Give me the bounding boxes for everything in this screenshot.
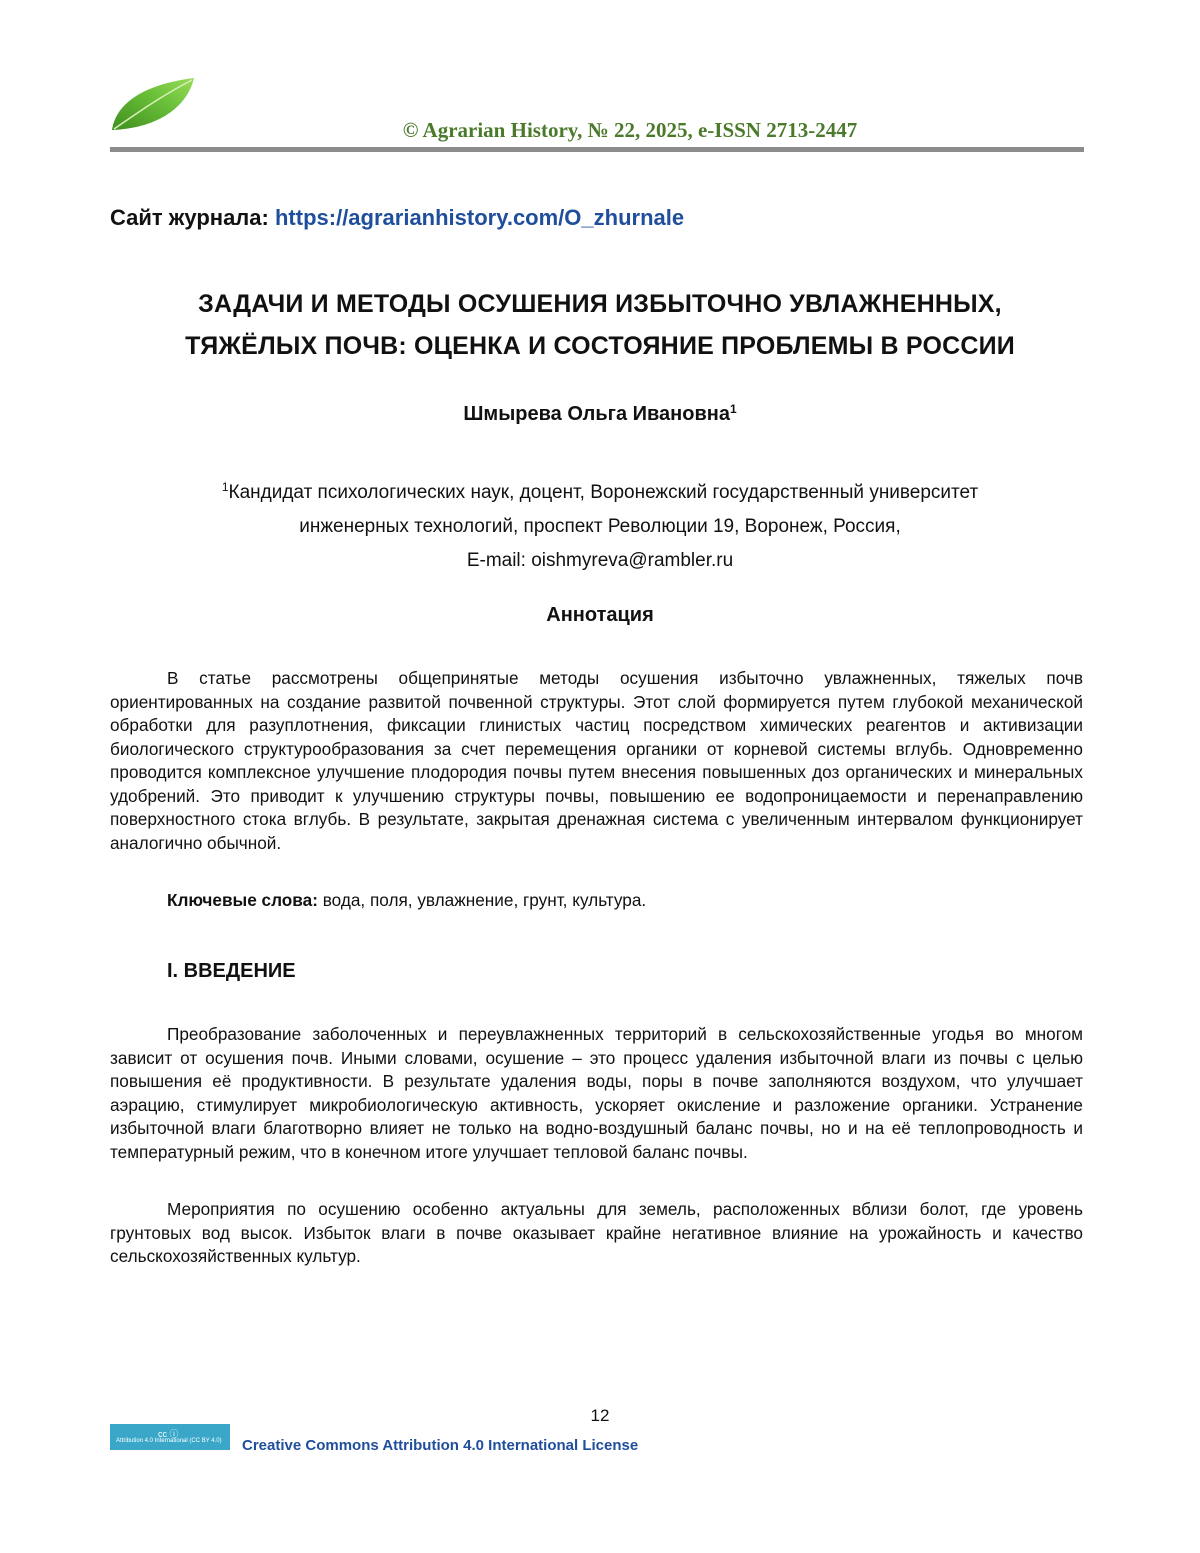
site-label: Сайт журнала: <box>110 205 269 230</box>
page-number: 12 <box>590 1406 610 1425</box>
keywords-list: вода, поля, увлажнение, грунт, культура. <box>317 890 647 910</box>
journal-site-line <box>110 205 684 231</box>
keywords-line <box>167 890 646 911</box>
affiliation-line-1: Кандидат психологических наук, доцент, Воронежский государственный университет <box>228 482 979 503</box>
article-title <box>110 283 1090 367</box>
author-line <box>0 402 1200 426</box>
cc-icon: cc ⓘ <box>158 1429 179 1439</box>
keywords-label: Ключевые слова: <box>167 890 318 910</box>
site-url-link[interactable]: https://agrarianhistory.com/O_zhurnale <box>274 205 685 230</box>
journal-header: © Agrarian History, № 22, 2025, e-ISSN 2713-2447 <box>402 118 858 142</box>
intro-paragraph-2: Мероприятия по осушению особенно актуальны для земель, расположенных вблизи болот, где уровень грунтовых вод высок. Избыток влаги в почве оказывает крайне негативное влияние на урожайность и качество сельскохозяйственных культур. <box>110 1199 1083 1266</box>
abstract-heading: Аннотация <box>546 604 654 626</box>
author-sup: 1 <box>729 402 737 416</box>
title-line-1: ЗАДАЧИ И МЕТОДЫ ОСУШЕНИЯ ИЗБЫТОЧНО УВЛАЖНЕННЫХ, <box>198 290 1002 318</box>
affiliation <box>110 470 1090 578</box>
license-link[interactable]: Creative Commons Attribution 4.0 International License <box>242 1437 639 1454</box>
affiliation-line-2: инженерных технологий, проспект Революции 19, Воронеж, Россия, <box>299 516 901 537</box>
author-email[interactable]: E-mail: oishmyreva@rambler.ru <box>466 550 734 571</box>
title-line-2: ТЯЖЁЛЫХ ПОЧВ: ОЦЕНКА И СОСТОЯНИЕ ПРОБЛЕМЫ В РОССИИ <box>185 332 1015 360</box>
affiliation-sup: 1 <box>221 480 229 494</box>
abstract-body <box>110 667 1083 855</box>
cc-license-badge[interactable] <box>110 1424 230 1450</box>
intro-paragraph-1: Преобразование заболоченных и переувлажненных территорий в сельскохозяйственные угодья во многом зависит от осушения почв. Иными словами, осушение – это процесс удаления избыточной влаги из почвы с целью повышения её продуктивности. В результате удаления воды, поры в почве заполняются воздухом, что улучшает аэрацию, стимулирует микробиологическую активность, ускоряет окисление и разложение органики. Устранение избыточной влаги благотворно влияет не только на водно-воздушный баланс почвы, но и на её теплопроводность и температурный режим, что в конечном итоге улучшает тепловой баланс почвы. <box>110 1024 1083 1162</box>
header-divider <box>110 147 1084 152</box>
abstract-text: В статье рассмотрены общепринятые методы осушения избыточно увлажненных, тяжелых почв ориентированных на создание развитой почвенной структуры. Этот слой формируется путем глубокой механической обработки для разуплотнения, фиксации глинистых частиц посредством химических реагентов и активизации биологического структурообразования за счет перемещения органики от корневой системы вглубь. Одновременно проводится комплексное улучшение плодородия почвы путем внесения повышенных доз органических и минеральных удобрений. Это приводит к улучшению структуры почвы, повышению ее водопроницаемости и перенаправлению поверхностного стока вглубь. В результате, закрытая дренажная система с увеличенным интервалом функционирует аналогично обычной. <box>110 668 1083 853</box>
section-heading-introduction: I. ВВЕДЕНИЕ <box>167 960 296 982</box>
cc-badge-text: Attribution 4.0 International (CC BY 4.0) <box>116 1438 222 1444</box>
author-name: Шмырева Ольга Ивановна <box>463 403 730 425</box>
